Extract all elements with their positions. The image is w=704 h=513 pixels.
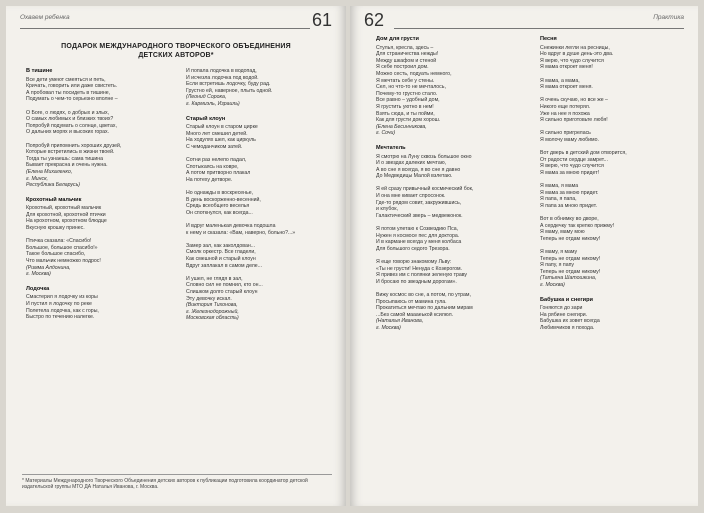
poem-line: Я маму, маму мою (540, 229, 585, 236)
poem-author: Московская область) (186, 315, 239, 322)
poem-line: Крохотный, крохотный мальчик (26, 205, 102, 212)
poem-line: А потом притворно плакал (186, 170, 251, 177)
poem-line: Я папа за мною придет. (540, 202, 597, 209)
poem-title: Крохотный мальчик (26, 196, 82, 203)
poem-line: Вот дверь в детский дом отворится, (540, 150, 627, 157)
poem-line: И в кармане всегда у меня колбаса (376, 239, 462, 246)
poem-line (186, 216, 336, 223)
poem-line: Гоняются до зари (540, 305, 583, 312)
poem-line: Что мальчик немножко подрос! (26, 258, 101, 265)
poem-line: Если встретишь лодочку, буду рад. (186, 81, 271, 88)
title-line: ПОДАРОК МЕЖДУНАРОДНОГО ТВОРЧЕСКОГО ОБЪЕДИНЕНИЯ (61, 43, 291, 50)
poem-line: Почему-то грустно стало. (376, 90, 438, 97)
poem-author: г. Сочи) (376, 130, 396, 137)
poem-line: Теперь не отдам никому! (540, 268, 601, 275)
poem-line (376, 219, 526, 226)
poem-line: На потеху детворе. (186, 176, 233, 183)
poem-author: (Наталья Иванова, (376, 318, 424, 325)
poem-line: Между шкафом и стеной (376, 57, 437, 64)
poem-line: Он споткнулся, как всегда... (186, 209, 253, 216)
poem-line (26, 136, 176, 143)
poem-line: Теперь не отдам никому! (540, 235, 601, 242)
poem-line: Вижу космос во сне, а потом, по утрам, (376, 291, 471, 298)
poem-line: А сердечку так крепко прижму! (540, 222, 615, 229)
poem-author: (Виктория Тихонова, (186, 302, 238, 309)
column-2 (186, 68, 336, 330)
poem-line: Я сильно приготовьте любя! (540, 117, 608, 124)
poem-line: Для большого седого Трезора. (376, 245, 450, 252)
poem-author: г. Минск, (26, 175, 48, 182)
poem-line: Я ей сразу привычный космический бок, (376, 186, 474, 193)
poem-line: Все дети умеют смеяться и петь, (26, 76, 106, 83)
poem-title: Бабушка и снегири (540, 296, 593, 303)
poem-line (186, 184, 336, 191)
poem-line: И она мне кивает спросонок. (376, 193, 446, 200)
poem-line: Я смотрю на Луну сквозь большое окно (376, 153, 472, 160)
column-1 (26, 68, 176, 329)
poem-line: Вдруг заплакал в самом деле... (186, 262, 263, 269)
poem-line: Спотыкаясь на ковре, (186, 163, 239, 170)
page-number: 62 (364, 10, 385, 30)
poem-title: Песня (540, 36, 557, 42)
poem-line: Снежинки легли на ресницы, (540, 44, 610, 51)
poem-line (540, 124, 690, 131)
poem-line: Я мама откроет меня. (540, 84, 593, 91)
poem-line: На крохотном, крохотном блюдце (26, 218, 107, 225)
poem-line: Замер зал, как заколдован... (186, 242, 256, 249)
page-number: 61 (312, 10, 333, 30)
poem-author: (Елена Бесинникова, (376, 123, 427, 130)
poem (376, 145, 526, 332)
left-page (6, 6, 346, 506)
poem (26, 68, 176, 189)
poem-author: г. Кармиэль, Израиль) (186, 100, 240, 107)
poem-author: (Елена Михаленко, (26, 168, 73, 175)
poem-line: До Медведицы Малой взлетаю. (376, 173, 453, 180)
poem-line (186, 236, 336, 243)
poem-line: Я мама, а мама, (540, 77, 580, 84)
title-line: ДЕТСКИХ АВТОРОВ* (138, 52, 214, 59)
poem-line: И исчезла лодочка под водой. (186, 74, 259, 81)
poem-line: С чемоданчиком затей. (186, 143, 243, 150)
poem-author: г. Москва) (376, 324, 401, 331)
poem-line: Бабушка их зовет всегда (540, 318, 600, 325)
poem-line: Тогда ты узнаешь: сама тишина (26, 155, 104, 162)
poem-line: Большое, большое спасибо!» (26, 244, 98, 251)
poem-line: Грустно ей, наверное, плыть одной. (186, 87, 273, 94)
poem-line: Я мама за мною придет. (540, 189, 599, 196)
poem-line (540, 176, 690, 183)
poem-line: Любимчиков я похода. (540, 324, 595, 331)
poem-line (26, 103, 176, 110)
poem-line: Никого еще потерял. (540, 103, 591, 110)
poem-line: Сотни раз нелепо падал, (186, 157, 247, 164)
section-title (26, 42, 326, 60)
column-1 (376, 36, 526, 340)
poem-line: Кричать, говорить или даже свистеть. (26, 83, 118, 90)
poem-author: г. Москва) (540, 281, 565, 288)
poem-line: Словно сил не помнил, кто он... (186, 282, 263, 289)
poem-line (540, 242, 690, 249)
poem-line: Стулья, кресла, здесь – (376, 44, 434, 51)
poem-title: Дом для грусти (376, 36, 419, 42)
poem-line: и клубок, (376, 206, 398, 213)
poem-line: И о звездах далеких мечтаю, (376, 160, 447, 167)
poem-line: Я мама откроет меня! (540, 64, 593, 71)
poem-line: Попробуй подумать о солнце, цветах, (26, 122, 117, 129)
poem-line: Такое большое спасибо, (26, 251, 86, 258)
poem-line: О Боге, о людях, о добрых и злых, (26, 109, 110, 116)
poem-line: В день воскорженно-весенний, (186, 196, 261, 203)
poem-line: Смолк оркестр. Все гладели, (186, 249, 256, 256)
poem-line: Я папа, я папа, (540, 196, 577, 203)
poem (26, 197, 176, 278)
poem-line: Для крохотной, крохотной птички (26, 211, 106, 218)
poem (186, 68, 336, 108)
poem-line: Все равно – удобный дом, (376, 97, 440, 104)
poem-line: Я мама за мною придет! (540, 169, 600, 176)
poem-line: Взять сюда, и ты пойми, (376, 110, 435, 117)
poem-line: Я маму, я маму (540, 249, 578, 255)
poem-line: Бывает прекрасна и очень нужна. (26, 162, 108, 169)
poem-line: Но однажды в воскресенье, (186, 190, 254, 197)
poem-title: Лодочка (26, 285, 50, 292)
poem-line: Смастерил я лодочку из коры (26, 294, 98, 301)
poem-title: Старый клоун (186, 115, 226, 122)
poem-line: И ушел, не глядя в зал, (186, 275, 243, 282)
poem-line: На ходулях шел, как циркуль (186, 137, 256, 144)
running-head: Охваем ребенка (20, 14, 70, 21)
poem-line: Уже на нее я похожа (540, 110, 590, 117)
poem (376, 36, 526, 137)
poem-line: Но вдруг в душе день-это два. (540, 51, 614, 58)
poem-line (376, 285, 526, 292)
running-head: Практика (653, 14, 684, 21)
poem-line: И вдруг маленькая девочка подошла (186, 223, 276, 230)
poem-line: Слишком долго старый клоун (186, 289, 258, 295)
poem-line: Как смешной и старый клоун (186, 256, 256, 263)
poem-title: Мечтатель (376, 144, 406, 151)
poem-line: Сел, но что-то не мечталось, (376, 84, 446, 91)
right-page (350, 6, 698, 506)
poem-line: И пустил я лодочку по реке (26, 301, 92, 307)
poem (540, 36, 690, 289)
poem-line (186, 269, 336, 276)
poem-line: Я привез им с полянки зеленую траву (376, 272, 468, 279)
poem (186, 116, 336, 322)
poem-line (540, 209, 690, 216)
poem-author: Республика Беларусь) (26, 182, 81, 189)
poem-line (376, 252, 526, 259)
poem-line: На рябине снегири. (540, 311, 588, 318)
poem-line: Попробуй припомнить хороших друзей, (26, 142, 122, 149)
poem-author: г. Москва) (26, 271, 51, 278)
poem-line: Как для грусти дом хорош. (376, 117, 441, 124)
poem-author: (Римма Алдонина, (26, 264, 71, 271)
footnote: * Материалы Международного Творческого Объединения детских авторов к публикации подготовила координатор детской издательской группы МТО ДА Наталья Иванова, г. Москва. (22, 474, 332, 491)
poem-line: Теперь не отдам никому! (540, 255, 601, 262)
poem-line: Я грустить уютно в нем! (376, 103, 434, 110)
poem-line: Можно сесть, подуать немного, (376, 70, 452, 77)
poem-line: Я потом улетаю к Созвездию Пса, (376, 226, 459, 233)
poem-line: Вкусную крошку принес. (26, 225, 85, 232)
header-rule (20, 28, 310, 29)
poem-line: Я мама, я мама (540, 183, 579, 190)
header-rule (394, 28, 684, 29)
poem-line: И попала лодочка в водопад, (186, 68, 257, 74)
poem-line: Подумать о чем-то серьезно вполне – (26, 96, 118, 103)
poem-line: Которые встретились в жизни твоей. (26, 149, 115, 156)
poem-line: Полетела лодочка, как с горы, (26, 307, 99, 314)
poem-line: А во сне я всегда, я во сне я давно (376, 166, 461, 173)
poem-line (186, 151, 336, 158)
poem-line: Для страничества нежды! (376, 51, 439, 58)
poem-line: Я еще говорю знакомому Льву: (376, 259, 452, 265)
poem-line: Быстро по течению налегке. (26, 314, 95, 321)
poem-line: О дальних морях и высоких горах. (26, 129, 110, 136)
poem-line: Я себе построил дом. (376, 64, 429, 71)
poem-line: Я очень скучаю, но все же – (540, 97, 608, 104)
poem-line: Я сильно пригрелась (540, 130, 591, 137)
poem-line: к нему и сказала: «Вам, наверно, больно?...» (186, 229, 296, 236)
poem-line (26, 232, 176, 239)
poem-line: Просыпаюсь от мамина гула. (376, 298, 447, 305)
poem-author: (Татьяна Шатошкина, (540, 275, 597, 282)
poem-line: Где-то рядом совит, закружившись, (376, 199, 462, 206)
poem-line (540, 91, 690, 98)
poem-line: Птичка сказала: «Спасибо! (26, 238, 92, 245)
poem-author: г. Железнодорожный, (186, 308, 239, 315)
poem-line: Нужен я космосе пес для доктора. (376, 232, 460, 239)
poem-line: Много лет смешил детей. (186, 130, 248, 137)
poem-line: Прокатиться мечтаю по дальним мирам (376, 305, 473, 312)
poem-line: Старый клоун в старом цирке (186, 124, 258, 131)
poem-line: Средь всеобщего веселья (186, 203, 250, 210)
poem-line: Я папу, я папу (540, 262, 574, 269)
poem-line: Я молочу маму любимо. (540, 136, 599, 143)
poem (26, 286, 176, 321)
poem-author: (Леонид Сорока, (186, 94, 227, 101)
poem-line: Я верю, что чудо случится (540, 163, 604, 170)
poem-line: Вот в обнимку во дворе, (540, 216, 599, 223)
poem-line: От радости сердце замрет... (540, 156, 608, 163)
poem-line: О самых любимых и близких твоих? (26, 116, 114, 123)
poem-line: «Ты не грусти! Ненуда с Козерогом. (376, 265, 462, 272)
column-2 (540, 36, 690, 340)
poem-line: И бросаю по звездным дорогам». (376, 278, 457, 285)
poem-line: ...Без самой маааеькой ксилюл. (376, 311, 454, 318)
poem-line: Эту девочку искал. (186, 295, 232, 302)
poem-line: А пробовал ты посидеть в тишине, (26, 89, 111, 96)
poem (540, 297, 690, 332)
poem-line: Я мечтать себе у стены. (376, 77, 435, 84)
poem-line (540, 71, 690, 78)
poem-line: Галактический зверь – медвежонок. (376, 212, 463, 219)
poem-line: Я верю, что чудо случится (540, 57, 604, 64)
poem-title: В тишине (26, 68, 53, 74)
